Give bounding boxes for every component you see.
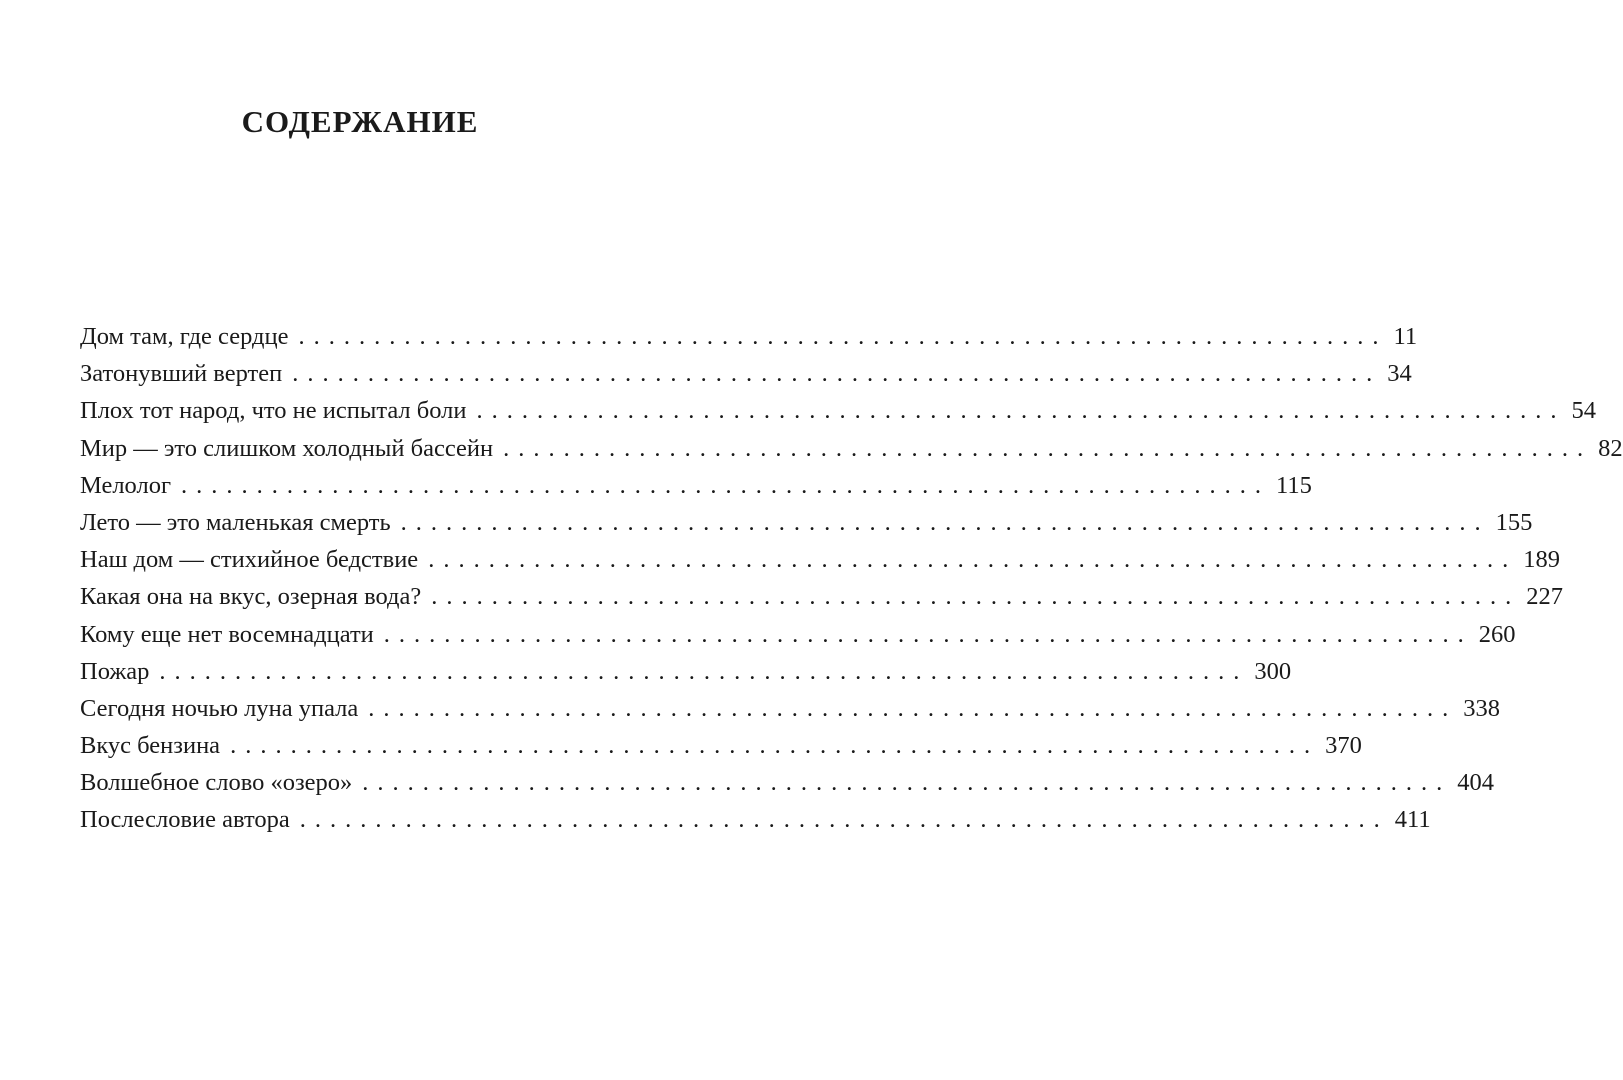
toc-entry	[80, 653, 1292, 690]
toc-entry-title: Вкус бензина	[80, 732, 221, 760]
toc-entry-title: Мелолог	[80, 471, 172, 499]
toc-entry-title: Какая она на вкус, озерная вода?	[80, 583, 422, 611]
toc-entry-page: 54	[1571, 397, 1596, 425]
toc-entry-title: Дом там, где сердце	[80, 323, 289, 350]
dot-leader: ........................................................................	[503, 434, 1593, 462]
toc-entry-page: 411	[1394, 806, 1431, 834]
toc-entry	[80, 430, 1623, 467]
toc-entry-title: Послесловие автора	[80, 806, 290, 834]
page-title: СОДЕРЖАНИЕ	[241, 104, 479, 139]
toc-entry-page: 370	[1325, 732, 1362, 760]
toc-entry	[80, 467, 1312, 504]
toc-entry-page: 260	[1478, 620, 1516, 648]
toc-entry	[80, 355, 1412, 392]
toc-entry-page: 300	[1254, 657, 1292, 685]
toc-entry-page: 189	[1523, 546, 1560, 574]
dot-leader: ........................................................................	[298, 323, 1388, 350]
toc-entry	[80, 616, 1516, 653]
table-of-contents	[80, 318, 1623, 839]
dot-leader: ........................................................................	[181, 471, 1271, 499]
toc-entry-title: Лето — это маленькая смерть	[80, 508, 391, 536]
toc-entry-title: Сегодня ночью луна упала	[80, 694, 359, 722]
toc-entry	[80, 578, 1564, 615]
dot-leader: ........................................................................	[476, 397, 1566, 425]
toc-entry	[80, 690, 1501, 727]
toc-entry-title: Кому еще нет восемнадцати	[80, 620, 374, 648]
toc-entry-page: 34	[1387, 360, 1412, 388]
dot-leader: ........................................................................	[383, 620, 1473, 648]
toc-entry	[80, 801, 1431, 838]
toc-entry	[80, 318, 1418, 355]
toc-entry-title: Пожар	[80, 657, 150, 685]
toc-entry	[80, 764, 1495, 801]
toc-entry	[80, 392, 1596, 429]
dot-leader: ........................................................................	[362, 769, 1452, 797]
toc-entry-page: 11	[1393, 323, 1418, 350]
toc-entry	[80, 541, 1560, 578]
toc-entry-page: 338	[1463, 694, 1501, 722]
toc-entry-title: Волшебное слово «озеро»	[80, 769, 353, 797]
toc-entry-title: Затонувший вертеп	[80, 360, 283, 388]
toc-entry-page: 227	[1526, 583, 1564, 611]
toc-entry-page: 82	[1598, 434, 1623, 462]
toc-entry-page: 115	[1276, 471, 1312, 499]
toc-entry	[80, 504, 1533, 541]
dot-leader: ........................................................................	[431, 583, 1521, 611]
dot-leader: ........................................................................	[159, 657, 1249, 685]
toc-entry-title: Наш дом — стихийное бедствие	[80, 546, 419, 574]
toc-entry-page: 155	[1495, 508, 1533, 536]
dot-leader: ........................................................................	[428, 546, 1518, 574]
toc-entry-page: 404	[1457, 769, 1495, 797]
dot-leader: ........................................................................	[230, 732, 1320, 760]
dot-leader: ........................................................................	[299, 806, 1389, 834]
dot-leader: ........................................................................	[368, 694, 1458, 722]
toc-entry	[80, 727, 1362, 764]
toc-entry-title: Мир — это слишком холодный бассейн	[80, 434, 494, 462]
toc-entry-title: Плох тот народ, что не испытал боли	[80, 397, 467, 425]
dot-leader: ........................................................................	[400, 508, 1490, 536]
dot-leader: ........................................................................	[292, 360, 1382, 388]
